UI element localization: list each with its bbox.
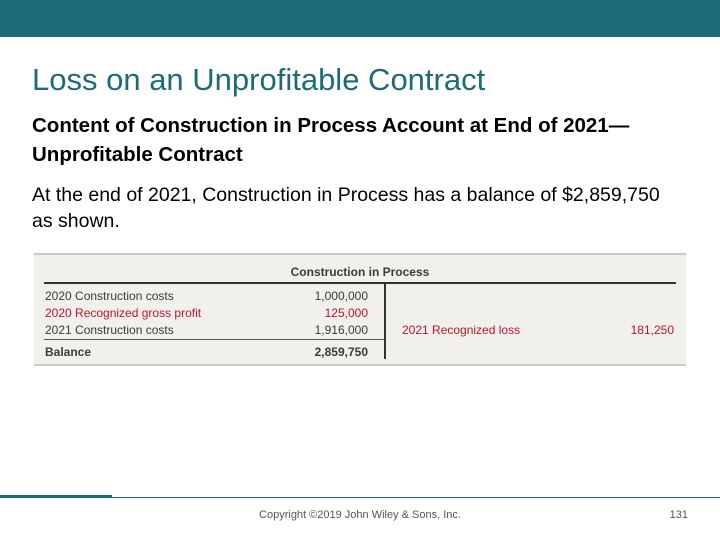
footer-divider xyxy=(0,497,720,498)
balance-label: Balance xyxy=(45,345,92,359)
debit-amount: 1,000,000 xyxy=(314,289,368,303)
slide-title: Loss on an Unprofitable Contract xyxy=(32,62,486,97)
slide-body-text: At the end of 2021, Construction in Process has a balance of $2,859,750 as shown. xyxy=(32,184,660,232)
debit-amount: 1,916,000 xyxy=(314,323,368,337)
t-account-vertical-rule xyxy=(384,283,386,359)
debit-label: 2021 Construction costs xyxy=(45,323,174,337)
debit-label: 2020 Construction costs xyxy=(45,289,174,303)
top-bar xyxy=(0,0,720,37)
debit-label: 2020 Recognized gross profit xyxy=(45,306,202,320)
credit-label: 2021 Recognized loss xyxy=(402,323,521,337)
t-account-table xyxy=(34,253,686,366)
slide-subtitle: Content of Construction in Process Account at End of 2021—Unprofitable Contract xyxy=(32,114,630,166)
credit-amount: 181,250 xyxy=(630,323,674,337)
account-title: Construction in Process xyxy=(290,265,430,279)
balance-rule xyxy=(44,339,384,340)
debit-amount: 125,000 xyxy=(324,306,368,320)
balance-amount: 2,859,750 xyxy=(314,345,368,359)
t-account-horizontal-rule xyxy=(44,282,676,284)
page-number: 131 xyxy=(669,509,688,521)
copyright-notice: Copyright ©2019 John Wiley & Sons, Inc. xyxy=(259,509,461,521)
